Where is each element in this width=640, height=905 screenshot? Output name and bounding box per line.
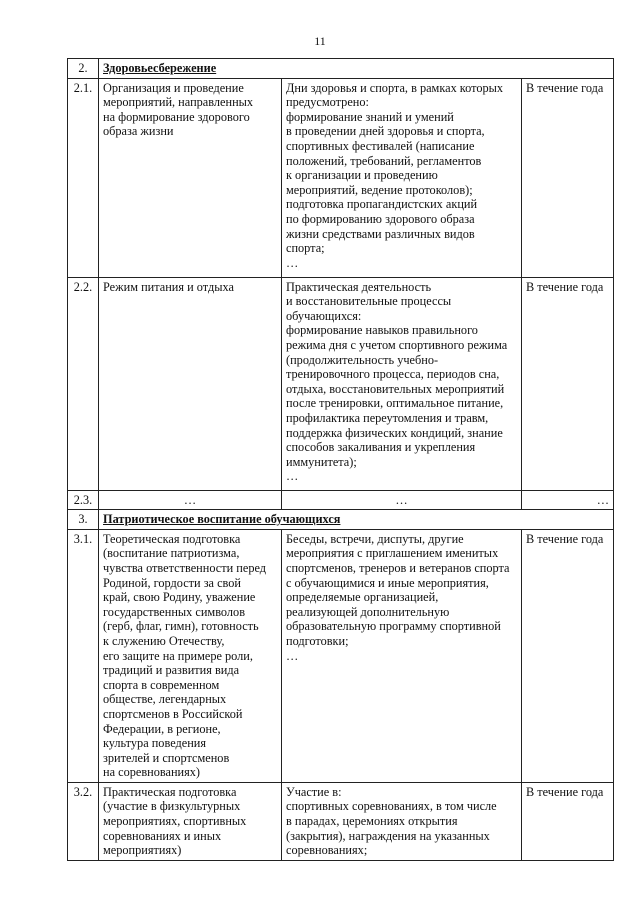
text-line: Беседы, встречи, диспуты, другие [286,531,464,546]
text-line: (воспитание патриотизма, [103,546,240,561]
text-line: Участие в: [286,784,342,799]
text-line: … [286,255,299,270]
text-line: мероприятиях) [103,843,182,858]
section-title: Патриотическое воспитание обучающихся [99,510,614,530]
table-row [68,490,614,510]
row-number: 3.2. [68,782,99,860]
text-line: в проведении дней здоровья и спорта, [286,124,485,139]
text-line: к служению Отечеству, [103,633,225,648]
text-line: подготовки; [286,633,349,648]
row-number: 2.1. [68,78,99,277]
text-line: формирование навыков правильного [286,323,478,338]
row-number: 3. [68,510,99,530]
row-number: 3.1. [68,529,99,782]
text-line: профилактика переутомления и травм, [286,410,489,425]
activity-name [99,78,282,277]
activity-content [282,782,522,860]
text-line: по формированию здорового образа [286,211,475,226]
row-number: 2. [68,59,99,79]
text-line: спорта в современном [103,677,220,692]
text-line: поддержка физических кондиций, знание [286,425,503,440]
text-line: на формирование здорового [103,109,250,124]
text-line: жизни средствами различных видов [286,226,475,241]
text-line: Практическая подготовка [103,784,237,799]
text-line: иммунитета); [286,454,357,469]
activity-name [99,782,282,860]
text-line: соревнованиях и иных [103,828,222,843]
text-line: после тренировки, оптимальное питание, [286,396,504,411]
text-line: образовательную программу спортивной [286,619,501,634]
text-line: Дни здоровья и спорта, в рамках которых [286,80,504,95]
text-line: Практическая деятельность [286,279,432,294]
text-line: чувства ответственности перед [103,560,267,575]
activity-term: В течение года [522,782,614,860]
text-line: Родиной, гордости за свой [103,575,241,590]
text-line: Теоретическая подготовка [103,531,241,546]
text-line: культура поведения [103,736,207,751]
text-line: соревнованиях; [286,843,368,858]
activity-name [99,277,282,490]
text-line: на соревнованиях) [103,765,201,780]
text-line: (закрытия), награждения на указанных [286,828,490,843]
text-line: его защите на примере роли, [103,648,253,663]
text-line: мероприятиях, спортивных [103,814,247,829]
text-line: спортсменов в Российской [103,706,243,721]
text-line: мероприятия с приглашением именитых [286,546,499,561]
activity-content [282,277,522,490]
text-line: государственных символов [103,604,246,619]
row-number: 2.3. [68,490,99,510]
text-line: образа жизни [103,124,174,139]
text-line: обучающихся: [286,308,362,323]
table-row [68,782,614,860]
text-line: Организация и проведение [103,80,244,95]
plan-table [67,58,614,861]
text-line: спортивных соревнованиях, в том числе [286,799,497,814]
text-line: … [286,648,299,663]
text-line: край, свою Родину, уважение [103,590,256,605]
text-line: реализующей дополнительную [286,604,450,619]
text-line: способов закаливания и укрепления [286,440,476,455]
text-line: отдыха, восстановительных мероприятий [286,381,505,396]
activity-term: В течение года [522,529,614,782]
text-line: … [286,469,299,484]
text-line: предусмотрено: [286,95,369,110]
table-row [68,277,614,490]
section-row [68,510,614,530]
text-line: определяемые организацией, [286,590,439,605]
text-line: мероприятий, ведение протоколов); [286,182,473,197]
text-line: в парадах, церемониях открытия [286,814,458,829]
text-line: к организации и проведению [286,168,438,183]
text-line: спортивных фестивалей (написание [286,138,475,153]
text-line: мероприятий, направленных [103,95,254,110]
text-line: с обучающимися и иные мероприятия, [286,575,489,590]
activity-term: В течение года [522,78,614,277]
text-line: (участие в физкультурных [103,799,241,814]
table-row [68,78,614,277]
text-line: Федерации, в регионе, [103,721,221,736]
text-line: спорта; [286,241,325,256]
activity-name: … [99,490,282,510]
activity-content [282,78,522,277]
text-line: и восстановительные процессы [286,294,452,309]
page-number: 11 [314,34,326,48]
text-line: Режим питания и отдыха [103,279,234,294]
text-line: (герб, флаг, гимн), готовность [103,619,259,634]
text-line: спортсменов, тренеров и ветеранов спорта [286,560,510,575]
row-number: 2.2. [68,277,99,490]
text-line: тренировочного процесса, периодов сна, [286,367,500,382]
text-line: обществе, легендарных [103,692,227,707]
text-line: подготовка пропагандистских акций [286,197,478,212]
table-row [68,529,614,782]
text-line: традиций и развития вида [103,663,240,678]
text-line: зрителей и спортсменов [103,750,230,765]
activity-term: … [522,490,614,510]
text-line: формирование знаний и умений [286,109,454,124]
text-line: (продолжительность учебно- [286,352,439,367]
activity-name [99,529,282,782]
section-row [68,59,614,79]
section-title: Здоровьесбережение [99,59,614,79]
text-line: режима дня с учетом спортивного режима [286,337,508,352]
activity-content [282,529,522,782]
text-line: положений, требований, регламентов [286,153,482,168]
activity-term: В течение года [522,277,614,490]
activity-content: … [282,490,522,510]
